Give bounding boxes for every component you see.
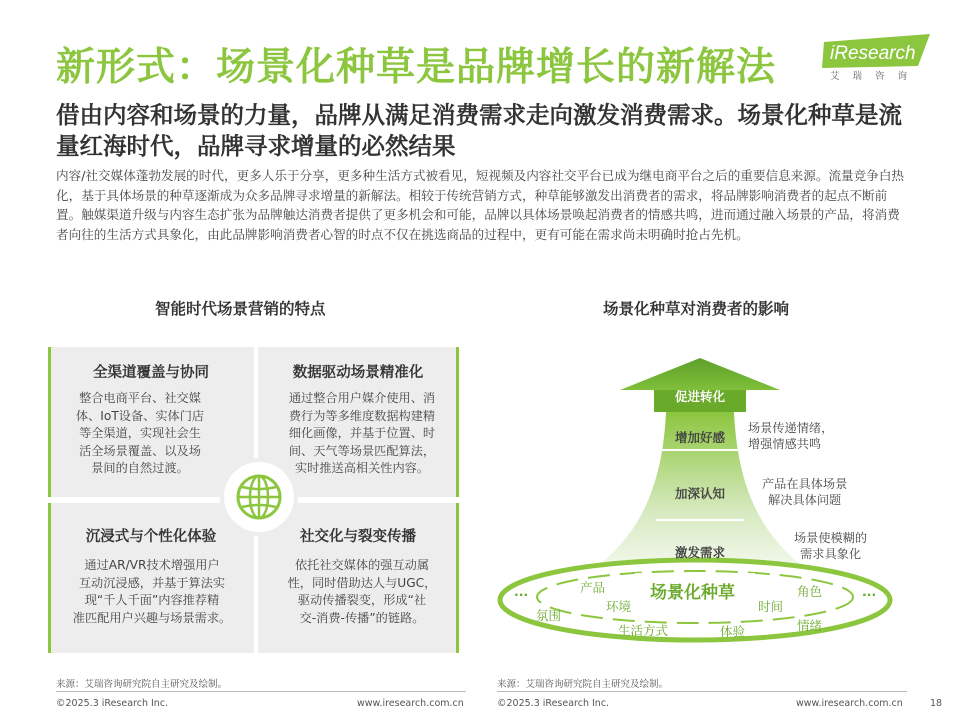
- accent-bar: [48, 347, 51, 497]
- globe-icon: [220, 458, 298, 536]
- level-convert: 促进转化: [674, 389, 725, 404]
- ring-ellipsis-right: ...: [862, 584, 877, 599]
- footer-divider: [56, 691, 466, 692]
- quad-body: 通过整合用户媒介使用、消 费行为等多维度数据构建精 细化画像，并基于位置、时 间、天气等场景匹配算法， 实时推送高相关性内容。: [288, 391, 436, 475]
- logo-subtitle: 艾瑞咨询: [830, 71, 921, 82]
- intro-paragraph: 内容/社交媒体蓬勃发展的时代，更多人乐于分享，更多种生活方式被看见，短视频及内容社交平台已成为继电商平台之后的重要信息来源。流量竞争白热化，基于具体场景的种草逐渐成为众多品牌寻求增量的新解法。相较于传统营销方式，种草能够激发出消费者的需求，将品牌影响消费者的起点不断前置。触媒渠道升级与内容生态扩张为品牌触达消费者提供了更多机会和可能，品牌以具体场景唤起消费者的情感共鸣，进而通过融入场景的产品，将消费者向往的生活方式具象化，由此品牌影响消费者心智的时点不仅在挑选商品的过程中，更有可能在需求尚未明确时抢占先机。: [56, 168, 905, 242]
- page-title: 新形式：场景化种草是品牌增长的新解法: [56, 45, 777, 90]
- left-section-title: 智能时代场景营销的特点: [155, 300, 326, 318]
- footer-copyright-left: ©2025.3 iResearch Inc.: [56, 698, 169, 709]
- left-source: 来源：艾瑞咨询研究院自主研究及绘制。: [56, 679, 228, 690]
- accent-bar: [456, 347, 459, 497]
- quad-title: 数据驱动场景精准化: [292, 365, 424, 381]
- quad-body: 整合电商平台、社交媒 体、IoT设备、实体门店 等全渠道，实现社会生 活全场景覆盖、以及场 景间的自然过渡。: [75, 391, 205, 475]
- quad-title: 沉浸式与个性化体验: [85, 529, 217, 545]
- level-cognition: 加深认知: [674, 486, 725, 501]
- level-favor: 增加好感: [674, 430, 725, 445]
- right-section-title: 场景化种草对消费者的影响: [603, 300, 790, 318]
- annotation-product: 产品在具体场景 解决具体问题: [762, 477, 848, 507]
- annotation-emotion: 场景传递情绪， 增强情感共鸣: [748, 421, 834, 451]
- ring-ellipsis-left: ...: [514, 584, 529, 599]
- quad-body: 依托社交媒体的强互动属 性，同时借助达人与UGC， 驱动传播裂变，形成“社 交-消费-传播”的链路。: [287, 558, 437, 625]
- ring-item-experience: 体验: [720, 624, 746, 639]
- ring-item-atmosphere: 氛围: [536, 608, 562, 623]
- annotation-demand: 场景使模糊的 需求具象化: [794, 531, 868, 561]
- ring-item-environment: 环境: [606, 599, 632, 614]
- footer-url-left: www.iresearch.com.cn: [357, 698, 464, 709]
- level-demand: 激发需求: [674, 545, 725, 560]
- footer-copyright-right: ©2025.3 iResearch Inc.: [497, 698, 610, 709]
- logo-text: iResearch: [830, 43, 916, 64]
- ring-item-time: 时间: [758, 599, 784, 614]
- footer-divider: [497, 691, 907, 692]
- accent-bar: [48, 503, 51, 653]
- page-number: 18: [930, 698, 943, 709]
- quad-title: 全渠道覆盖与协同: [93, 365, 209, 381]
- ring-item-role: 角色: [797, 584, 823, 599]
- footer-url-right: www.iresearch.com.cn: [796, 698, 903, 709]
- center-label: 场景化种草: [650, 583, 735, 603]
- page-subtitle: 借由内容和场景的力量，品牌从满足消费需求走向激发消费需求。场景化种草是流量红海时代，品牌寻求增量的必然结果: [56, 101, 902, 160]
- quad-title: 社交化与裂变传播: [300, 529, 416, 545]
- ring-item-product: 产品: [580, 580, 606, 595]
- ring-item-lifestyle: 生活方式: [618, 623, 669, 638]
- quad-body: 通过AR/VR技术增强用户 互动沉浸感，并基于算法实 现“千人千面”内容推荐精 准匹配用户兴趣与场景需求。: [72, 558, 232, 625]
- arrow-head: [620, 358, 780, 390]
- accent-bar: [456, 503, 459, 653]
- right-source: 来源：艾瑞咨询研究院自主研究及绘制。: [497, 679, 669, 690]
- ring-item-mood: 情绪: [797, 618, 823, 633]
